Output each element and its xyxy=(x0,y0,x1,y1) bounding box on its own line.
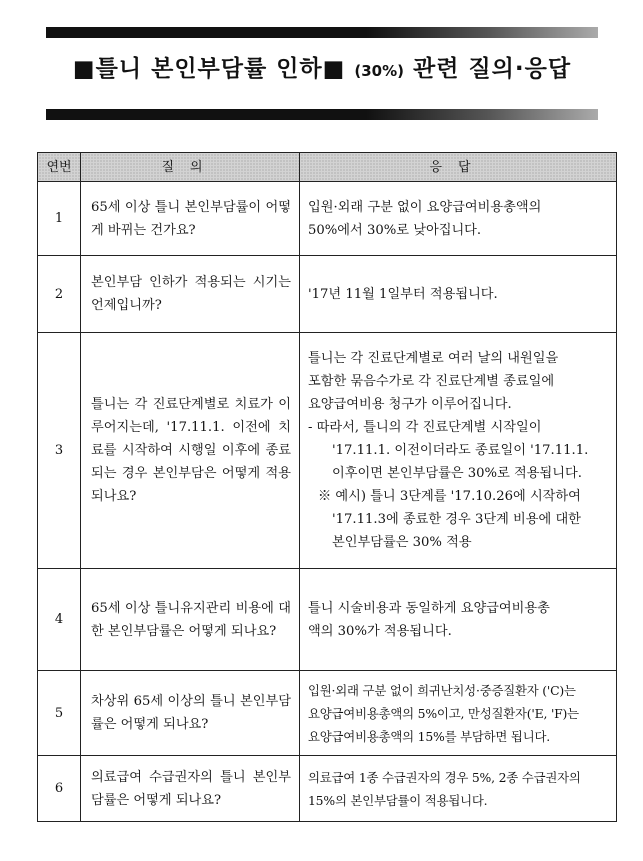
header-number: 연번 xyxy=(38,153,81,182)
table-row xyxy=(38,256,617,333)
answer-line: 요양급여비용총액의 15%를 부담하면 됩니다. xyxy=(308,728,550,744)
answer-line: 의료급여 1종 수급권자의 경우 5%, 2종 수급권자의 xyxy=(308,769,581,785)
answer-line: 50%에서 30%로 낮아집니다. xyxy=(308,222,482,238)
row-number: 2 xyxy=(38,256,81,333)
table-row xyxy=(38,756,617,822)
answer-line: 틀니 시술비용과 동일하게 요양급여비용총 xyxy=(308,600,550,616)
answer-cell xyxy=(300,671,617,756)
question-cell: 틀니는 각 진료단계별로 치료가 이루어지는데, '17.11.1. 이전에 치료를 시작하여 시행일 이후에 종료되는 경우 본인부담은 어떻게 적용 되나요? xyxy=(81,333,300,569)
title-bottom-band xyxy=(46,109,598,120)
answer-cell xyxy=(300,333,617,569)
row-number: 6 xyxy=(38,756,81,822)
answer-line: 액의 30%가 적용됩니다. xyxy=(308,623,452,639)
table-row xyxy=(38,671,617,756)
row-number: 3 xyxy=(38,333,81,569)
question-cell: 의료급여 수급권자의 틀니 본인부담률은 어떻게 되나요? xyxy=(81,756,300,822)
title-top-band xyxy=(46,27,598,38)
header-answer: 응답 xyxy=(300,153,617,182)
question-cell: 65세 이상 틀니 본인부담률이 어떻게 바뀌는 건가요? xyxy=(81,182,300,256)
answer-line: 이후이면 본인부담률은 30%로 적용됩니다. xyxy=(332,466,582,481)
page-title: ■틀니 본인부담률 인하■ (30%) 관련 질의·응답 xyxy=(72,56,572,82)
answer-line: 요양급여비용 청구가 이루어집니다. xyxy=(308,397,512,412)
table-row xyxy=(38,569,617,671)
row-number: 4 xyxy=(38,569,81,671)
answer-cell xyxy=(300,569,617,671)
answer-line: 본인부담률은 30% 적용 xyxy=(332,535,472,550)
row-number: 5 xyxy=(38,671,81,756)
answer-line: 요양급여비용총액의 5%이고, 만성질환자('E, 'F)는 xyxy=(308,705,579,721)
table-row xyxy=(38,182,617,256)
answer-cell xyxy=(300,182,617,256)
answer-line: 입원·외래 구분 없이 희귀난치성·중증질환자 ('C)는 xyxy=(308,682,576,698)
title-tail: 관련 질의·응답 xyxy=(404,56,572,82)
question-cell: 본인부담 인하가 적용되는 시기는 언제입니까? xyxy=(81,256,300,333)
row-number: 1 xyxy=(38,182,81,256)
answer-line: 틀니는 각 진료단계별로 여러 날의 내원일을 xyxy=(308,351,559,366)
answer-line: '17.11.3에 종료한 경우 3단계 비용에 대한 xyxy=(332,512,581,527)
answer-line: 포함한 묶음수가로 각 진료단계별 종료일에 xyxy=(308,374,555,389)
question-cell: 차상위 65세 이상의 틀니 본인부담률은 어떻게 되나요? xyxy=(81,671,300,756)
answer-line: 입원·외래 구분 없이 요양급여비용총액의 xyxy=(308,199,542,215)
title-main: 틀니 본인부담률 인하 xyxy=(95,56,323,82)
answer-line: ※ 예시) 틀니 3단계를 '17.10.26에 시작하여 xyxy=(318,489,581,504)
table-row xyxy=(38,333,617,569)
header-question: 질의 xyxy=(81,153,300,182)
answer-line: 15%의 본인부담률이 적용됩니다. xyxy=(308,792,488,808)
question-cell: 65세 이상 틀니유지관리 비용에 대한 본인부담률은 어떻게 되나요? xyxy=(81,569,300,671)
answer-line: '17년 11월 1일부터 적용됩니다. xyxy=(308,286,498,302)
answer-cell xyxy=(300,756,617,822)
header-row xyxy=(38,153,617,182)
answer-cell xyxy=(300,256,617,333)
answer-line: - 따라서, 틀니의 각 진료단계별 시작일이 xyxy=(308,420,542,435)
qa-table xyxy=(37,152,617,822)
title-paren: (30%) xyxy=(354,62,405,80)
answer-line: '17.11.1. 이전이더라도 종료일이 '17.11.1. xyxy=(332,443,589,458)
